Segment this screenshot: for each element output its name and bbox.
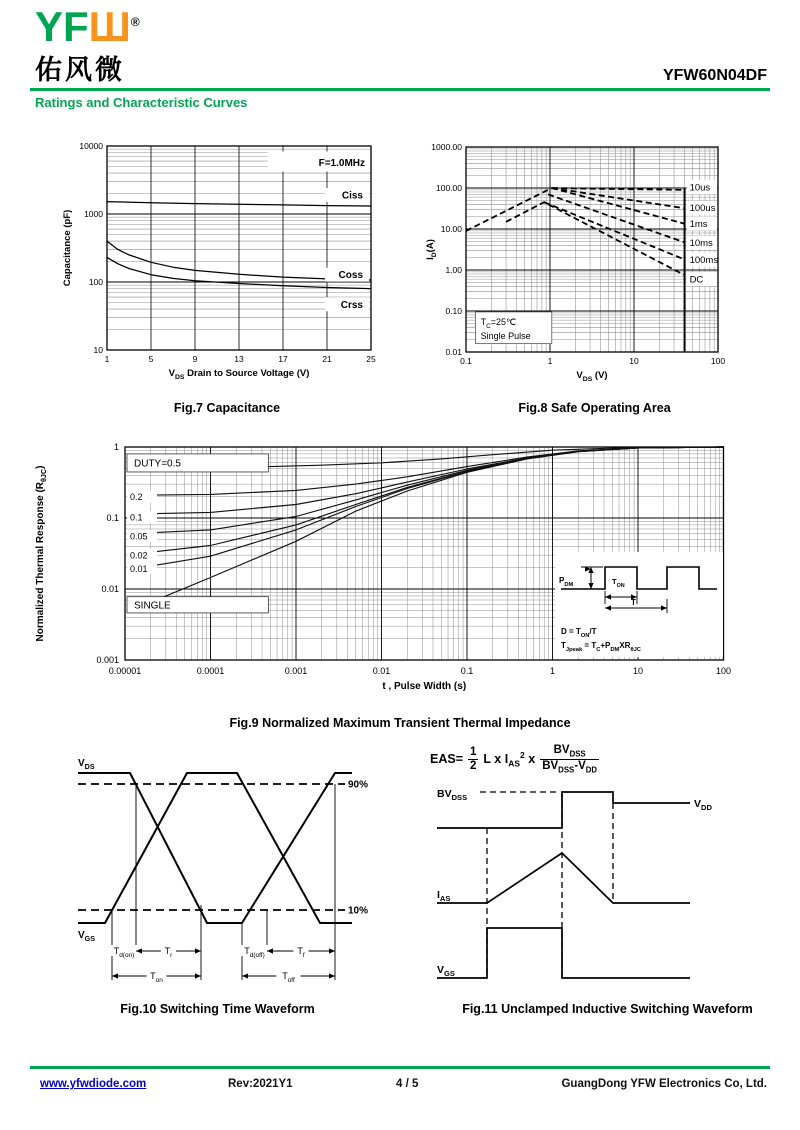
svg-text:VDS Drain to Source Voltage (V: $V_{DS}$ Drain to Source Voltage (V) [168, 368, 310, 381]
svg-text:VDS: $V_{DS}$ [78, 758, 95, 771]
fig10-caption: Fig.10 Switching Time Waveform [120, 1002, 315, 1016]
svg-text:17: 17 [278, 354, 288, 364]
svg-text:100.00: 100.00 [436, 183, 462, 193]
fig8-caption: Fig.8 Safe Operating Area [518, 401, 671, 415]
footer-company: GuangDong YFW Electronics Co, Ltd. [561, 1078, 767, 1090]
svg-text:1: 1 [549, 666, 556, 676]
svg-text:Ton: $T_{on}$ [150, 971, 163, 984]
svg-text:100: 100 [88, 277, 103, 287]
svg-text:VDD: $V_{DD}$ [694, 798, 712, 812]
svg-text:1: 1 [113, 442, 119, 452]
svg-text:PDM: $P_{DM}$ [559, 576, 574, 588]
svg-text:DUTY=0.5: DUTY=0.5 [134, 458, 181, 470]
svg-text:Single Pulse: Single Pulse [480, 330, 531, 341]
svg-text:0.01: 0.01 [130, 563, 148, 574]
svg-text:0.1: 0.1 [130, 512, 143, 523]
svg-text:90%: 90% [348, 779, 369, 791]
svg-text:IAS: $I_{AS}$ [437, 889, 451, 903]
svg-text:25: 25 [366, 354, 376, 364]
fig7-capacitance-chart [57, 137, 397, 389]
eas-half-num: 1 [470, 746, 477, 759]
svg-text:1000: 1000 [84, 209, 103, 219]
svg-text:0.001: 0.001 [96, 655, 119, 665]
svg-text:0.2: 0.2 [130, 492, 143, 503]
eas-bv-num: $BV_{DSS}$ [553, 744, 586, 759]
svg-text:Td(on): $T_{d(on)}$ [113, 946, 135, 959]
logo-wordmark [35, 3, 140, 50]
svg-text:Tr: $T_r$ [164, 946, 173, 959]
svg-text:10000: 10000 [79, 141, 103, 151]
svg-text:0.01: 0.01 [372, 666, 391, 676]
svg-text:10ms: 10ms [689, 237, 713, 249]
svg-text:1000.00: 1000.00 [431, 142, 462, 152]
svg-text:VGS: $V_{GS}$ [437, 964, 455, 978]
fig11-caption: Fig.11 Unclamped Inductive Switching Waveform [462, 1002, 753, 1016]
svg-text:0.00001: 0.00001 [108, 666, 142, 676]
svg-text:Tf: $T_f$ [297, 946, 305, 959]
svg-text:ID(A): $I_D(A)$ [425, 239, 438, 260]
svg-text:100ms: 100ms [689, 255, 719, 267]
svg-text:1: 1 [547, 356, 553, 366]
fig9-caption: Fig.9 Normalized Maximum Transient Thermal Impedance [229, 716, 571, 730]
svg-text:Ciss: Ciss [341, 190, 363, 202]
svg-text:10: 10 [632, 666, 644, 676]
svg-text:1ms: 1ms [689, 219, 708, 231]
eas-bv-den: $BV_{DSS}-V_{DD}$ [542, 759, 598, 775]
svg-text:SINGLE: SINGLE [134, 600, 171, 612]
svg-text:Td(off): $T_{d(off)}$ [244, 946, 265, 959]
registered-mark-icon: ® [130, 15, 140, 29]
svg-text:Coss: Coss [338, 270, 363, 282]
svg-text:D = TON/T: $D = T_{ON}/T$ [561, 627, 597, 639]
svg-text:t , Pulse Width (s): t , Pulse Width (s) [382, 681, 467, 692]
svg-text:10: 10 [93, 345, 103, 355]
fig10-switching-waveform [45, 748, 390, 990]
svg-text:0.1: 0.1 [460, 356, 472, 366]
svg-text:VDS (V): $V_{DS}$ (V) [576, 370, 608, 383]
svg-text:1: 1 [104, 354, 110, 364]
svg-text:10%: 10% [348, 905, 369, 917]
svg-text:BVDSS: $BV_{DSS}$ [437, 788, 468, 802]
svg-text:0.1: 0.1 [460, 666, 474, 676]
svg-text:TC=25℃: $T_C=25℃$ [480, 316, 517, 330]
svg-text:10us: 10us [689, 182, 711, 194]
svg-text:0.05: 0.05 [130, 531, 148, 542]
svg-text:0.02: 0.02 [130, 550, 148, 561]
svg-text:5: 5 [148, 354, 154, 364]
svg-text:0.01: 0.01 [445, 347, 462, 357]
svg-text:Normalized Thermal Response (R: Normalized Thermal Response $(R_{\theta JC})$ [35, 465, 48, 642]
svg-text:Crss: Crss [340, 299, 363, 311]
svg-text:T: T [631, 598, 636, 607]
svg-text:TON: $T_{ON}$ [612, 577, 625, 589]
svg-text:DC: DC [689, 274, 704, 286]
part-number: YFW60N04DF [662, 67, 767, 84]
fig7-caption: Fig.7 Capacitance [173, 401, 281, 415]
svg-text:F=1.0MHz: F=1.0MHz [318, 158, 365, 170]
svg-text:1.00: 1.00 [445, 265, 462, 275]
svg-text:10.00: 10.00 [440, 224, 462, 234]
fig9-thermal-impedance-chart [15, 437, 785, 705]
svg-text:Toff: $T_{off}$ [282, 971, 295, 984]
fig8-soa-chart [422, 137, 767, 389]
svg-text:VGS: $V_{GS}$ [78, 930, 96, 943]
header-rule [30, 88, 770, 91]
svg-text:13: 13 [234, 354, 244, 364]
svg-text:100us: 100us [689, 203, 716, 215]
footer-revision: Rev:2021Y1 [228, 1078, 293, 1090]
svg-text:10: 10 [629, 356, 639, 366]
footer-website-link[interactable]: www.yfwdiode.com [40, 1078, 147, 1090]
svg-text:0.1: 0.1 [106, 513, 119, 523]
logo-chinese-name: 佑风微 [35, 54, 125, 85]
footer-rule [30, 1066, 770, 1069]
fig11-uis-waveform [425, 742, 795, 994]
footer-page-number: 4 / 5 [396, 1078, 419, 1090]
svg-text:Capacitance (pF): Capacitance (pF) [62, 209, 73, 287]
svg-text:9: 9 [192, 354, 198, 364]
svg-text:TJpeak = TC+PDMXRθJC: $T_{Jpeak} = T_C+P_{DM}XR_{\theta JC}$ [561, 641, 641, 653]
logo-yf-text: YF [35, 3, 89, 50]
svg-text:100: 100 [715, 666, 732, 676]
eas-lhs: EAS= [430, 752, 464, 767]
eas-half-den: 2 [470, 759, 477, 772]
svg-text:21: 21 [322, 354, 332, 364]
logo-w-glyph: Ш [88, 3, 131, 50]
svg-text:0.01: 0.01 [101, 584, 119, 594]
svg-text:0.0001: 0.0001 [196, 666, 225, 676]
yfw-logo [35, 3, 140, 87]
eas-mid: L x $I_{AS}^2$ x [483, 750, 536, 769]
svg-text:0.001: 0.001 [284, 666, 308, 676]
svg-text:100: 100 [710, 356, 726, 366]
svg-text:0.10: 0.10 [445, 306, 462, 316]
section-title: Ratings and Characteristic Curves [35, 95, 248, 110]
